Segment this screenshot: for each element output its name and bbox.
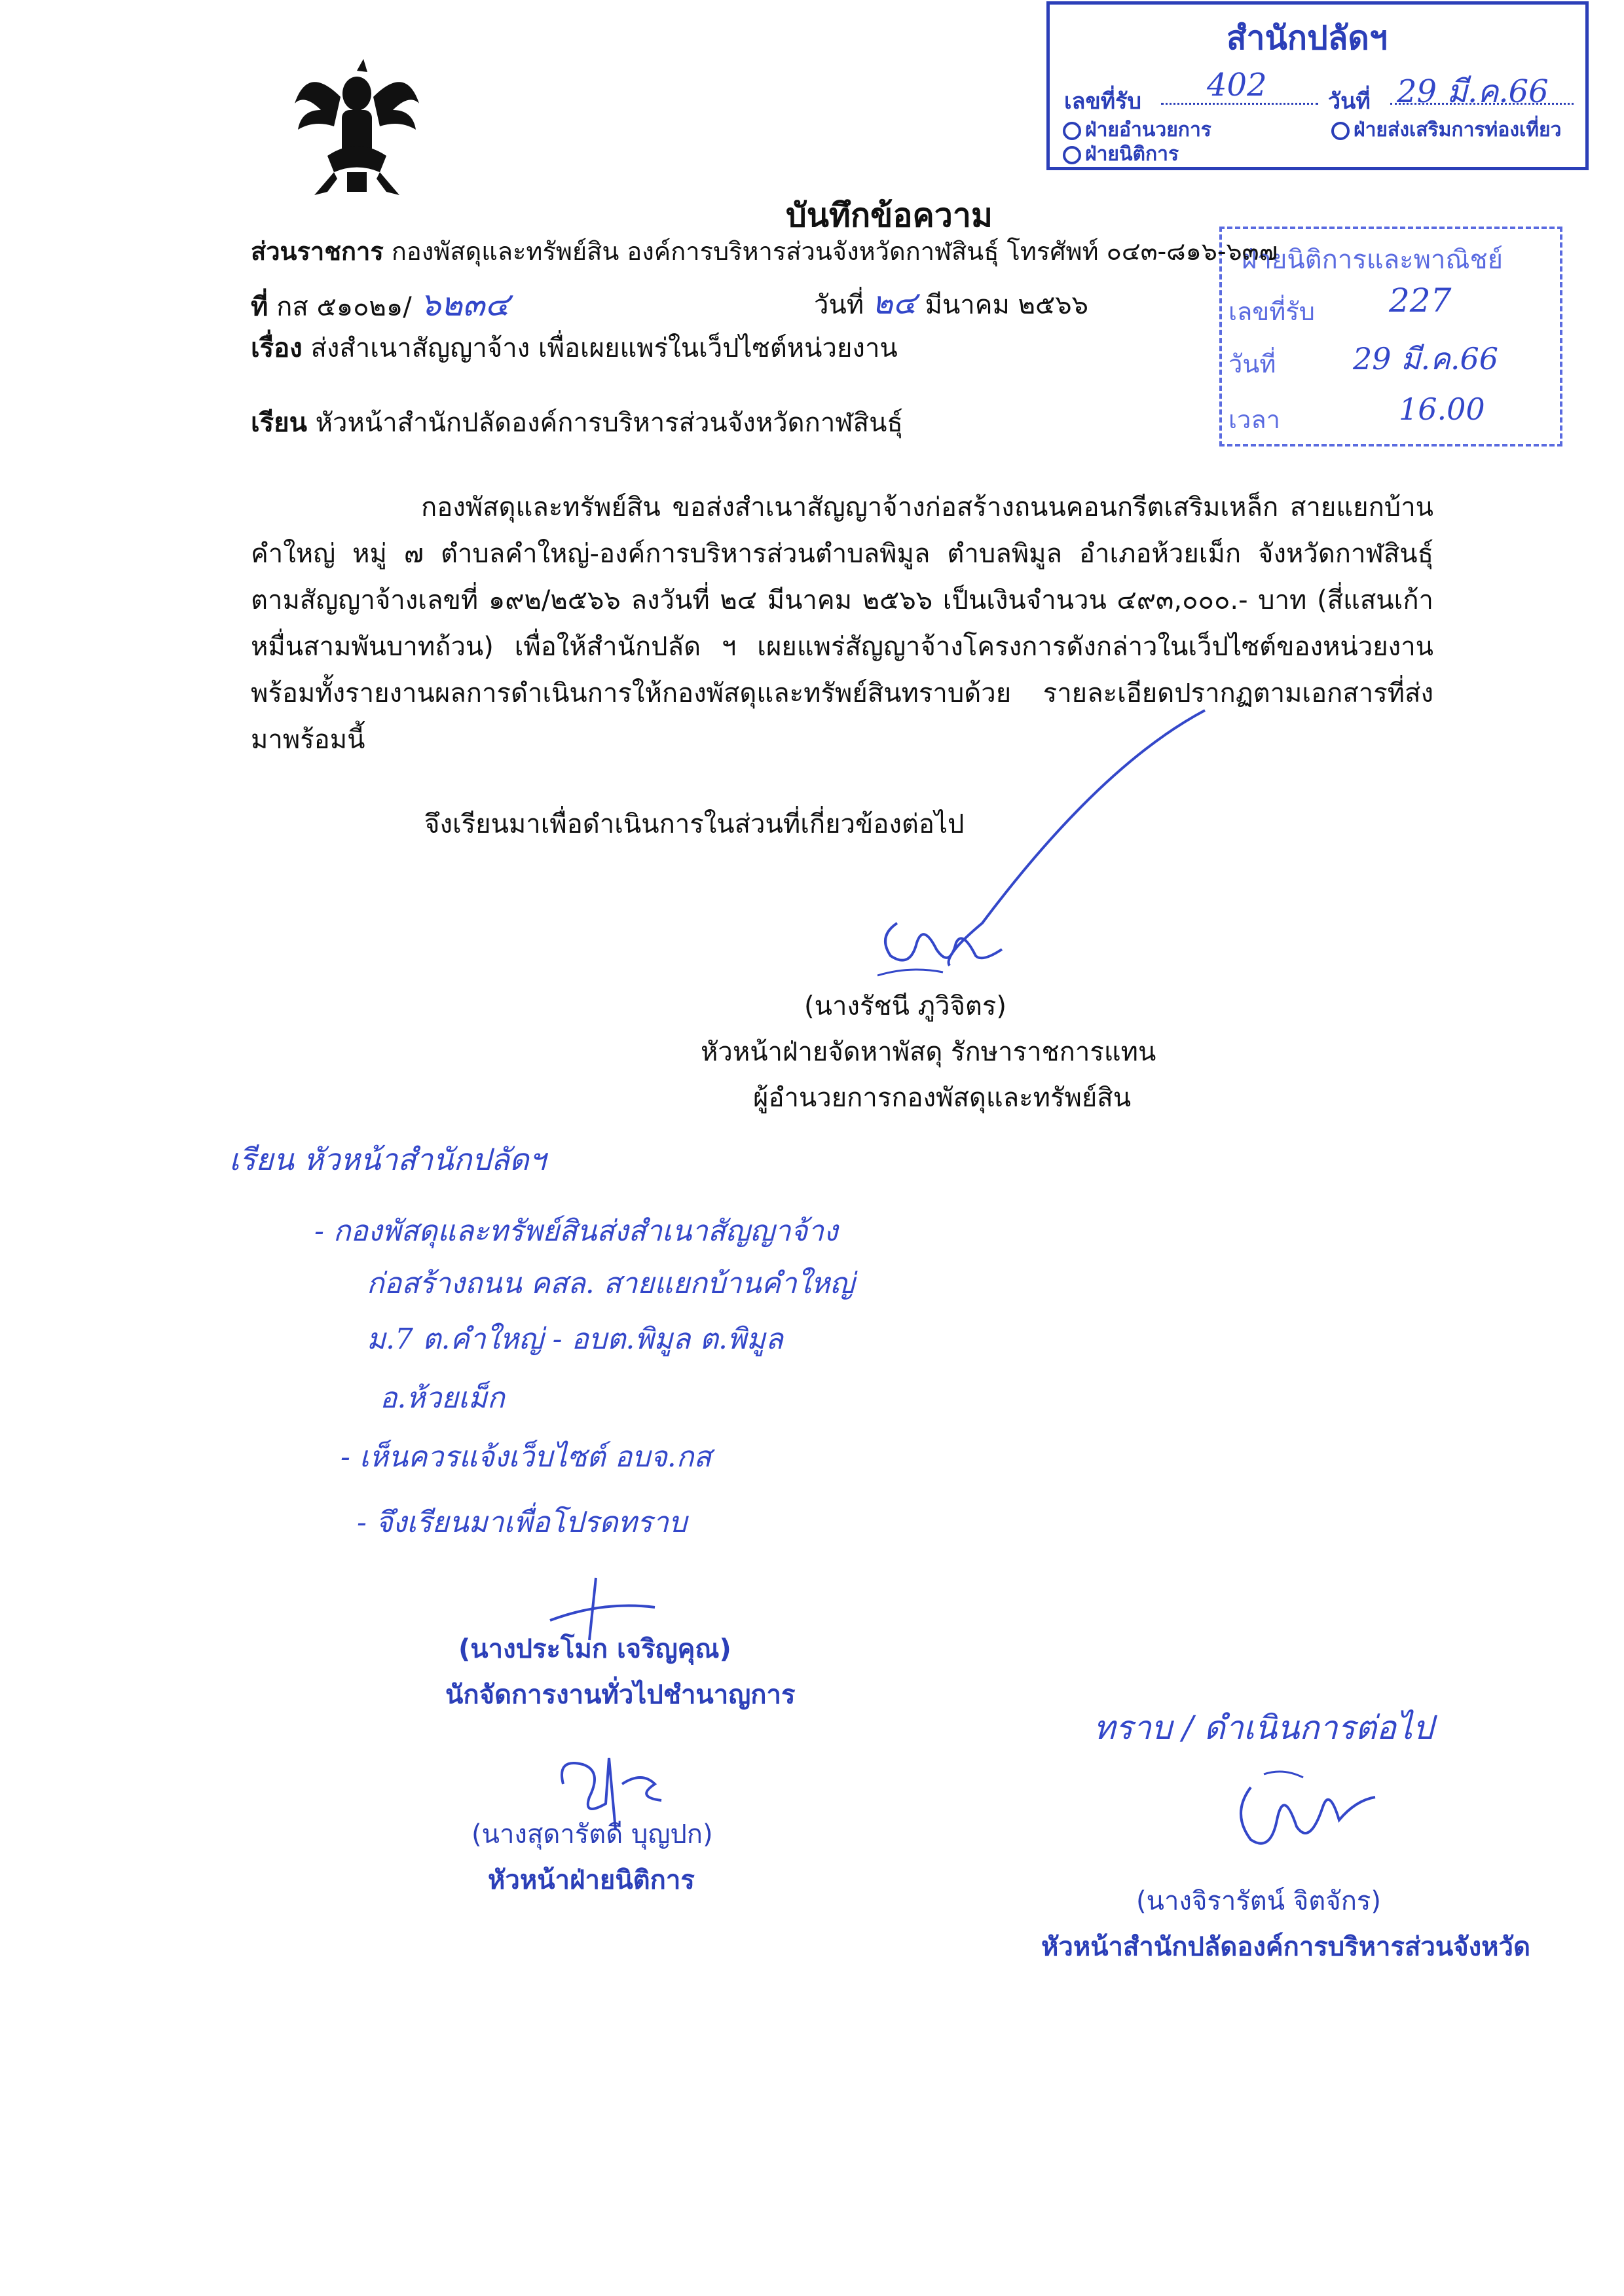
subject-row (251, 333, 898, 364)
ref-label: ที่ (251, 292, 268, 322)
received-stamp-main (1046, 1, 1589, 170)
signer4-position: หัวหน้าสำนักปลัดองค์การบริหารส่วนจังหวัด (1041, 1932, 1530, 1962)
ref-value: กส ๕๑๐๒๑/ (276, 292, 412, 322)
signer4-note: ทราบ / ดำเนินการต่อไป (1094, 1709, 1433, 1747)
subject-value: ส่งสำเนาสัญญาจ้าง เพื่อเผยแพร่ในเว็ปไซต์หน่วยงาน (310, 333, 898, 363)
to-row (251, 407, 903, 439)
option-admin-checkbox-icon (1063, 122, 1081, 140)
signer1-position2: ผู้อำนวยการกองพัสดุและทรัพย์สิน (753, 1083, 1132, 1113)
ref-hand: ๖๒๓๔ (420, 285, 510, 323)
stamp-option-legal: ฝ่ายนิติการ (1085, 143, 1179, 166)
option-tourism-checkbox-icon (1331, 122, 1350, 140)
stamp-main-received-label: เลขที่รับ (1064, 88, 1141, 115)
dept-label: ส่วนราชการ (251, 237, 384, 266)
signer1-position1: หัวหน้าฝ่ายจัดหาพัสดุ รักษาราชการแทน (701, 1037, 1156, 1067)
stamp-legal-date-label: วันที่ (1228, 350, 1276, 378)
stamp-legal-title: ฝ่ายนิติการและพาณิชย์ (1242, 245, 1504, 275)
dept-row (251, 237, 1278, 267)
signer3-name: (นางสุดารัตดี บุญปก) (471, 1819, 713, 1850)
note-line5: อ.ห้วยเม็ก (380, 1381, 505, 1415)
garuda-emblem-icon (282, 58, 432, 202)
option-legal-checkbox-icon (1063, 146, 1081, 164)
stamp-main-title: สำนักปลัดฯ (1227, 19, 1388, 57)
note-line1: เรียน หัวหน้าสำนักปลัดฯ (229, 1142, 546, 1177)
note-line6: - เห็นควรแจ้งเว็บไซต์ อบจ.กส (341, 1440, 712, 1474)
signature-1-icon (871, 910, 1015, 982)
stamp-option-tourism: ฝ่ายส่งเสริมการท่องเที่ยว (1354, 118, 1562, 141)
signer2-name: (นางประโมก เจริญคุณ) (458, 1634, 731, 1664)
subject-label: เรื่อง (251, 333, 303, 363)
memo-date-value: มีนาคม ๒๕๖๖ (925, 290, 1089, 320)
note-line4: ม.7 ต.คำใหญ่ - อบต.พิมูล ต.พิมูล (367, 1322, 783, 1356)
memo-title: บันทึกข้อความ (786, 196, 993, 234)
stamp-legal-date-value: 29 มี.ค.66 (1353, 341, 1499, 376)
memo-body: กองพัสดุและทรัพย์สิน ขอส่งสำเนาสัญญาจ้างก่อสร้างถนนคอนกรีตเสริมเหล็ก สายแยกบ้านคำใหญ่ หมู่ ๗ ตำบลคำใหญ่-องค์การบริหารส่วนตำบลพิมูล ตำบลพิมูล อำเภอห้วยเม็ก จังหวัดกาฬสินธุ์ ตามสัญญาจ้างเลขที่ ๑๙๒/๒๕๖๖ ลงวันที่ ๒๔ มีนาคม ๒๕๖๖ เป็นเงินจำนวน ๔๙๓,๐๐๐.- บาท (สี่แสนเก้าหมื่นสามพันบาทถ้วน) เพื่อให้สำนักปลัด ฯ เผยแพร่สัญญาจ้างโครงการดังกล่าวในเว็ปไซต์ของหน่วยงาน พร้อมทั้งรายงานผลการดำเนินการให้กองพัสดุและทรัพย์สินทราบด้วย รายละเอียดปรากฏตามเอกสารที่ส่งมาพร้อมนี้ (251, 492, 1433, 755)
note-line3: ก่อสร้างถนน คสล. สายแยกบ้านคำใหญ่ (367, 1267, 855, 1300)
signer2-position: นักจัดการงานทั่วไปชำนาญการ (445, 1680, 796, 1710)
stamp-legal-received-value: 227 (1389, 282, 1452, 319)
signer1-name: (นางรัชนี ภูวิจิตร) (804, 991, 1006, 1021)
signer3-position: หัวหน้าฝ่ายนิติการ (488, 1865, 695, 1895)
to-value: หัวหน้าสำนักปลัดองค์การบริหารส่วนจังหวัดกาฬสินธุ์ (315, 408, 903, 438)
stamp-legal-time-value: 16.00 (1399, 392, 1485, 427)
signature-4-icon (1225, 1761, 1388, 1859)
stamp-option-admin: ฝ่ายอำนวยการ (1085, 118, 1211, 141)
stamp-main-date-value: 29 มี.ค.66 (1397, 73, 1549, 110)
signer4-name: (นางจิรารัตน์ จิตจักร) (1136, 1886, 1382, 1916)
to-label: เรียน (251, 408, 307, 438)
date-row (814, 285, 1088, 323)
note-line2: - กองพัสดุและทรัพย์สินส่งสำเนาสัญญาจ้าง (314, 1214, 838, 1248)
memo-date-hand: ๒๔ (872, 285, 917, 321)
dept-value: กองพัสดุและทรัพย์สิน องค์การบริหารส่วนจังหวัดกาฬสินธุ์ โทรศัพท์ ๐๔๓-๘๑๖-๖๓๗ (391, 237, 1278, 266)
ref-row (251, 285, 509, 324)
memo-closing: จึงเรียนมาเพื่อดำเนินการในส่วนที่เกี่ยวข้องต่อไป (424, 809, 965, 839)
note-line7: - จึงเรียนมาเพื่อโปรดทราบ (357, 1506, 687, 1539)
memo-date-label: วันที่ (814, 290, 864, 320)
stamp-legal-received-label: เลขที่รับ (1228, 297, 1315, 326)
stamp-main-date-label: วันที่ (1328, 88, 1371, 115)
stamp-legal-time-label: เวลา (1228, 405, 1280, 434)
stamp-main-received-value: 402 (1207, 67, 1267, 103)
